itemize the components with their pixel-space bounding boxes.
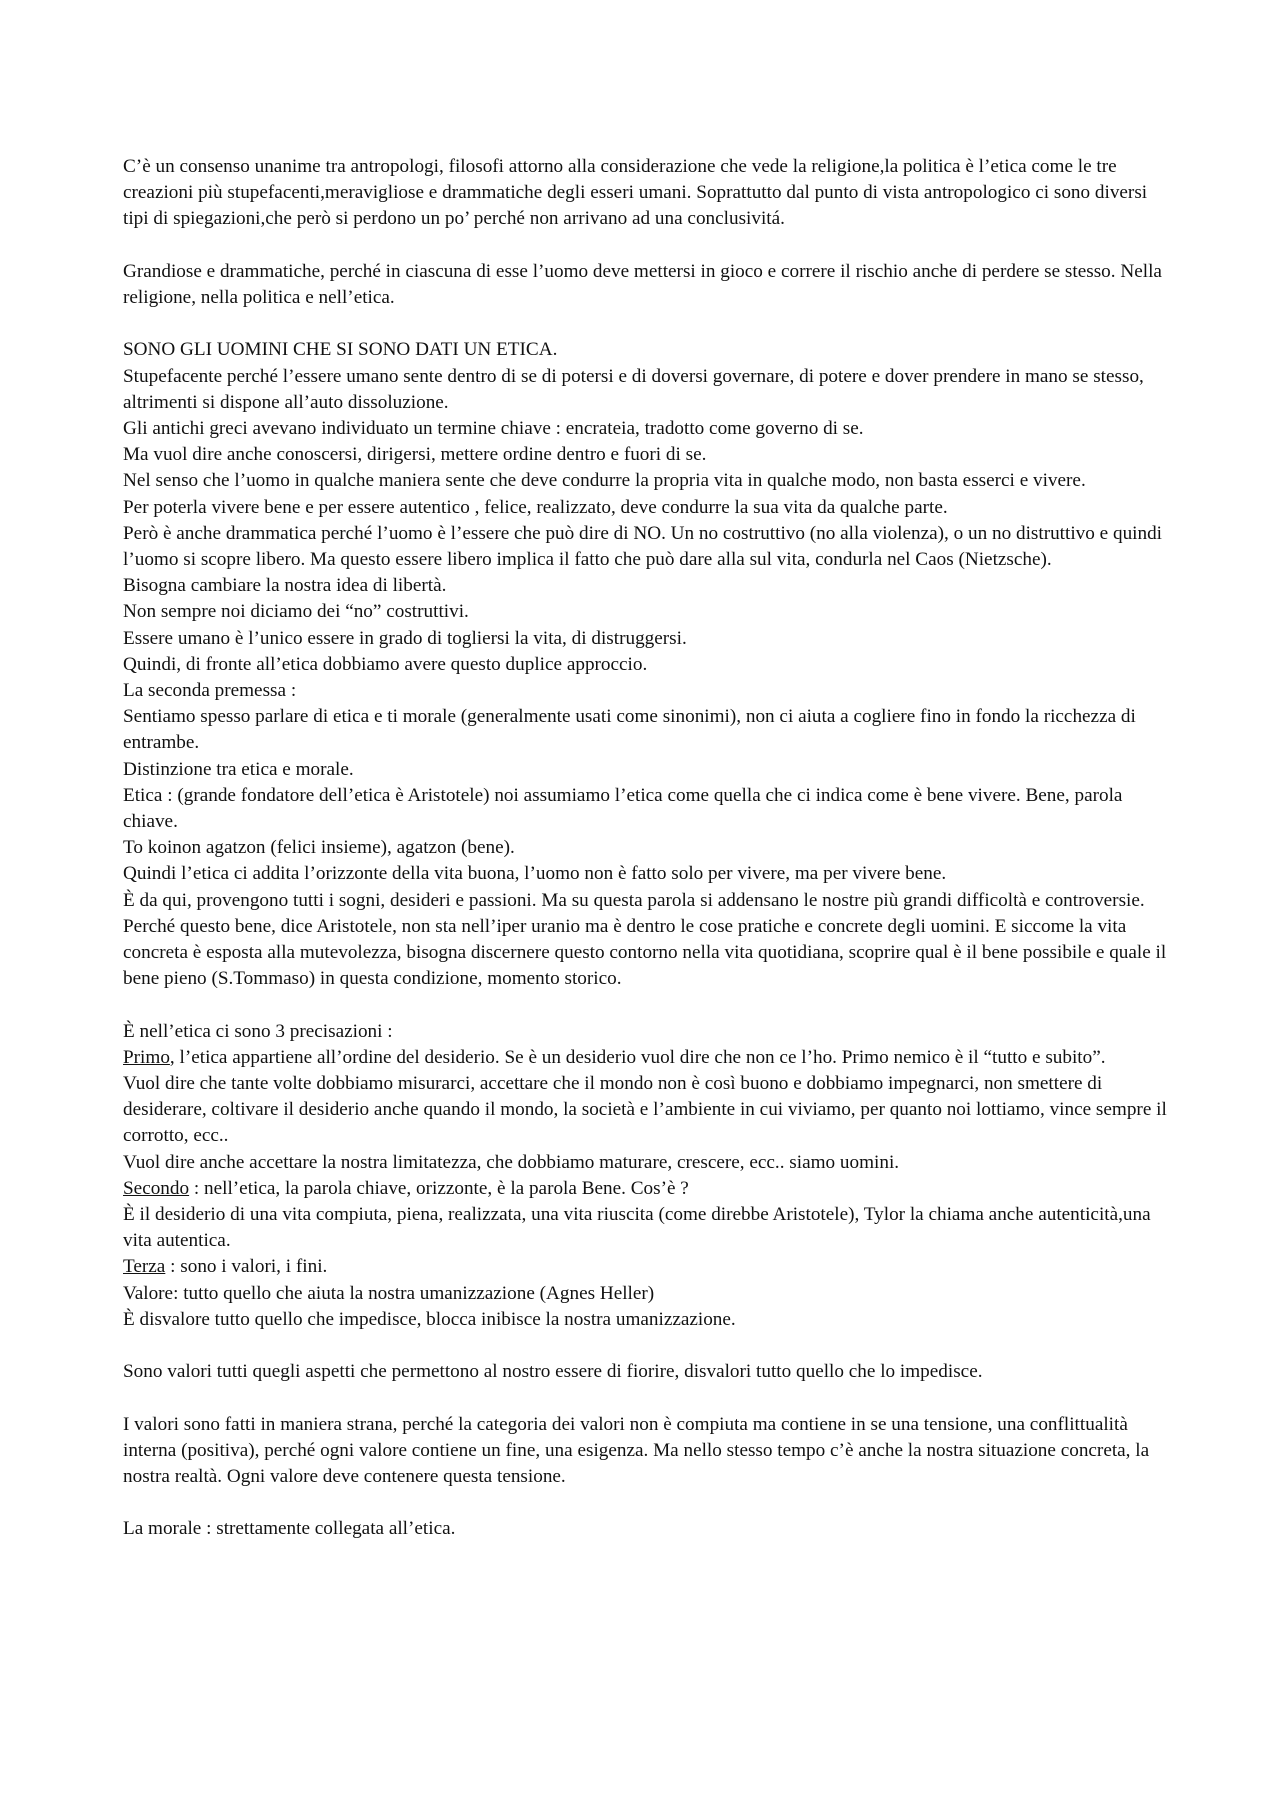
text-line: Non sempre noi diciamo dei “no” costruttivi. (123, 601, 469, 623)
text-line: È il desiderio di una vita compiuta, piena, realizzata, una vita riuscita (come direbbe Aristotele), Tylor la chiama anche autenticità,una vita autentica. (123, 1204, 1151, 1252)
underlined-primo: Primo (123, 1046, 170, 1068)
text-line: Vuol dire che tante volte dobbiamo misurarci, accettare che il mondo non è così buono e dobbiamo impegnarci, non smettere di desiderare, coltivare il desiderio anche quando il mondo, la società e l’ambiente in cui viviamo, per quanto noi lottiamo, vince sempre il corrotto, ecc.. (123, 1073, 1167, 1147)
paragraph-valori: Sono valori tutti quegli aspetti che permettono al nostro essere di fiorire, disvalori tutto quello che lo impedisce. (123, 1361, 983, 1383)
document-page (123, 154, 1168, 1543)
text-line: Quindi, di fronte all’etica dobbiamo avere questo duplice approccio. (123, 653, 648, 675)
text-line: Gli antichi greci avevano individuato un termine chiave : encrateia, tradotto come governo di se. (123, 418, 864, 439)
text-line: Però è anche drammatica perché l’uomo è l’essere che può dire di NO. Un no costruttivo (no alla violenza), o un no distruttivo e quindi l’uomo si scopre libero. Ma questo essere libero implica il fatto che può dare alla sul vita, condurla nel Caos (Nietzsche). (123, 522, 1163, 571)
text-line: Nel senso che l’uomo in qualche maniera sente che deve condurre la propria vita in qualche modo, non basta esserci e vivere. (123, 470, 1086, 492)
paragraph-tensione: I valori sono fatti in maniera strana, perché la categoria dei valori non è compiuta ma contiene in se una tensione, una conflittualità interna (positiva), perché ogni valore contiene un fine, una esigenza. Ma nello stesso tempo c’è anche la nostra situazione concreta, la nostra realtà. Ogni valore deve contenere questa tensione. (123, 1413, 1150, 1488)
text-line: Ma vuol dire anche conoscersi, dirigersi, mettere ordine dentro e fuori di se. (123, 444, 707, 466)
paragraph-gap (123, 1385, 1168, 1411)
text-line: Per poterla vivere bene e per essere autentico , felice, realizzato, deve condurre la sua vita da qualche parte. (123, 496, 948, 518)
text-line: È nell’etica ci sono 3 precisazioni : (123, 1020, 393, 1042)
text-line-terza (123, 1254, 1168, 1280)
paragraph-gap (123, 1333, 1168, 1359)
text-line: Essere umano è l’unico essere in grado di togliersi la vita, di distruggersi. (123, 627, 687, 649)
text-line-primo (123, 1045, 1168, 1071)
text-line: To koinon agatzon (felici insieme), agatzon (bene). (123, 837, 515, 859)
text-line: Stupefacente perché l’essere umano sente dentro di se di potersi e di doversi governare, di potere e dover prendere in mano se stesso, altrimenti si dispone all’auto dissoluzione. (123, 365, 1144, 413)
text-line: La seconda premessa : (123, 680, 297, 702)
paragraph-intro: C’è un consenso unanime tra antropologi, filosofi attorno alla considerazione che vede la religione,la politica è l’etica come le tre creazioni più stupefacenti,meravigliose e drammatiche degli esseri umani. Soprattutto dal punto di vista antropologico ci sono diversi tipi di spiegazioni,che però si perdono un po’ perché non arrivano ad una conclusivitá. (123, 156, 1148, 230)
terza-text: : sono i valori, i fini. (165, 1256, 328, 1278)
text-line-secondo (123, 1176, 1168, 1202)
paragraph-gap (123, 311, 1168, 337)
text-line: È disvalore tutto quello che impedisce, blocca inibisce la nostra umanizzazione. (123, 1308, 736, 1330)
paragraph-gap (123, 233, 1168, 259)
text-line: Etica : (grande fondatore dell’etica è Aristotele) noi assumiamo l’etica come quella che ci indica come è bene vivere. Bene, parola chiave. (123, 784, 1123, 833)
paragraph-morale: La morale : strettamente collegata all’etica. (123, 1518, 456, 1540)
text-line: Distinzione tra etica e morale. (123, 758, 354, 780)
underlined-secondo: Secondo (123, 1177, 190, 1199)
text-line: È da qui, provengono tutti i sogni, desideri e passioni. Ma su questa parola si addensano le nostre più grandi difficoltà e controversie. Perché questo bene, dice Aristotele, non sta nell’iper uranio ma è dentro le cose pratiche e concrete degli uomini. E siccome la vita concreta è esposta alla mutevolezza, bisogna discernere questo contorno nella vita quotidiana, scoprire qual è il bene possibile e quale il bene pieno (S.Tommaso) in questa condizione, momento storico. (123, 889, 1167, 990)
secondo-text: : nell’etica, la parola chiave, orizzonte, è la parola Bene. Cos’è ? (189, 1177, 689, 1199)
text-line: Quindi l’etica ci addita l’orizzonte della vita buona, l’uomo non è fatto solo per vivere, ma per vivere bene. (123, 863, 947, 885)
underlined-terza: Terza (123, 1256, 166, 1278)
primo-text: , l’etica appartiene all’ordine del desiderio. Se è un desiderio vuol dire che non ce l’ho. Primo nemico è il “tutto e subito”. (169, 1046, 1106, 1068)
text-line: Sentiamo spesso parlare di etica e ti morale (generalmente usati come sinonimi), non ci aiuta a cogliere fino in fondo la ricchezza di entrambe. (123, 706, 1136, 754)
paragraph-gap (123, 992, 1168, 1018)
paragraph-grandiose: Grandiose e drammatiche, perché in ciascuna di esse l’uomo deve mettersi in gioco e correre il rischio anche di perdere se stesso. Nella religione, nella politica e nell’etica. (123, 260, 1162, 308)
text-line: Bisogna cambiare la nostra idea di libertà. (123, 575, 447, 597)
text-line: Valore: tutto quello che aiuta la nostra umanizzazione (Agnes Heller) (123, 1282, 655, 1304)
paragraph-gap (123, 1490, 1168, 1516)
heading-line: SONO GLI UOMINI CHE SI SONO DATI UN ETICA. (123, 339, 558, 361)
text-line: Vuol dire anche accettare la nostra limitatezza, che dobbiamo maturare, crescere, ecc.. siamo uomini. (123, 1151, 900, 1173)
